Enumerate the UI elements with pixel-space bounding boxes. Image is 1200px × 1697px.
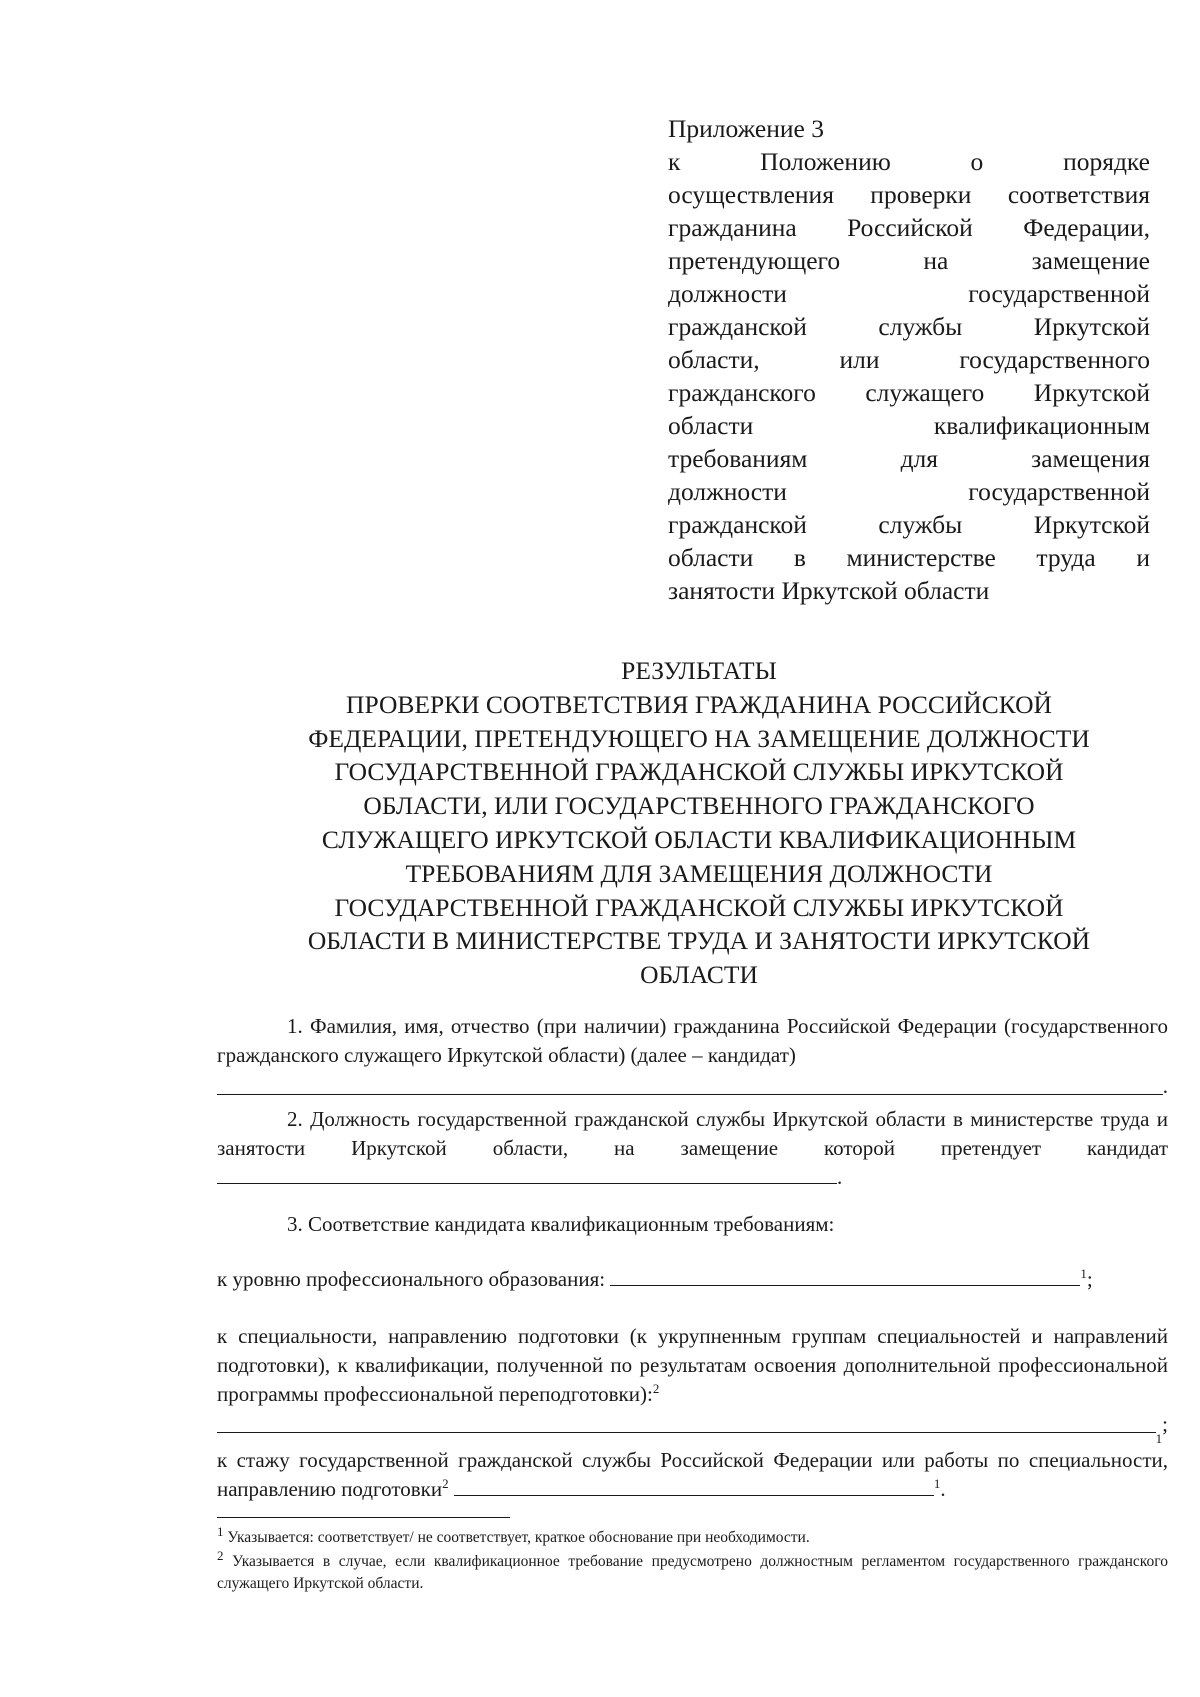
title-line: ФЕДЕРАЦИИ, ПРЕТЕНДУЮЩЕГО НА ЗАМЕЩЕНИЕ ДОЛЖНОСТИ: [308, 723, 1090, 753]
footnote-ref: 1: [933, 1476, 941, 1491]
req-specialty-blank: 1 ;: [217, 1410, 1168, 1439]
title-line: СЛУЖАЩЕГО ИРКУТСКОЙ ОБЛАСТИ КВАЛИФИКАЦИОННЫМ: [321, 824, 1077, 854]
title-line: ОБЛАСТИ В МИНИСТЕРСТВЕ ТРУДА И ЗАНЯТОСТИ ИРКУТСКОЙ: [307, 926, 1091, 956]
footnote-mark: 1: [217, 1523, 224, 1539]
req-experience-end: .: [940, 1477, 946, 1501]
appendix-line: претендующего на замещение: [668, 246, 1150, 275]
appendix-line: гражданской службы Иркутской: [668, 312, 1150, 341]
footnote-ref: 2: [442, 1476, 449, 1491]
appendix-line: гражданина Российской Федерации,: [668, 213, 1150, 242]
footnote-2: [217, 1547, 1169, 1595]
appendix-line: требованиям для замещения: [668, 444, 1150, 473]
footnote-ref: 2: [652, 1381, 660, 1396]
footnote-mark: 2: [217, 1547, 224, 1563]
title-line: ОБЛАСТИ, ИЛИ ГОСУДАРСТВЕННОГО ГРАЖДАНСКОГО: [363, 791, 1035, 821]
item-1-end: .: [1162, 1074, 1168, 1098]
appendix-line: гражданской службы Иркутской: [668, 510, 1150, 539]
req-education-end: ;: [1086, 1267, 1093, 1291]
fill-line: [217, 1432, 1156, 1433]
appendix-header: [668, 112, 1150, 607]
req-specialty-end: ;: [1162, 1412, 1168, 1436]
appendix-line: должности государственной: [668, 279, 1150, 308]
footnote-1-text: Указывается: соответствует/ не соответствует, краткое обоснование при необходимости.: [227, 1529, 810, 1546]
title-line: ПРОВЕРКИ СООТВЕТСТВИЯ ГРАЖДАНИНА РОССИЙСКОЙ: [346, 689, 1052, 719]
fill-line: [610, 1267, 1080, 1286]
title-line: ГОСУДАРСТВЕННОЙ ГРАЖДАНСКОЙ СЛУЖБЫ ИРКУТСКОЙ: [334, 892, 1064, 922]
item-2-end: .: [837, 1165, 843, 1189]
item-3-text: 3. Соответствие кандидата квалификационным требованиям:: [287, 1212, 835, 1236]
item-1-text: 1. Фамилия, имя, отчество (при наличии) гражданина Российской Федерации (государственного гражданского служащего Иркутской области) (далее – кандидат): [217, 1014, 1168, 1067]
fill-line: [217, 1165, 837, 1184]
footnote-2-text: Указывается в случае, если квалификационное требование предусмотрено должностным регламентом государственного гражданского служащего Иркутской области.: [217, 1553, 1169, 1592]
footnote-separator: [217, 1517, 510, 1518]
document-title: [220, 654, 1178, 992]
item-2: [217, 1105, 1168, 1192]
footnote-ref: 1: [1080, 1266, 1087, 1281]
item-1: [217, 1012, 1168, 1070]
appendix-line: области, или государственного: [668, 345, 1150, 374]
req-experience: [217, 1446, 1168, 1504]
appendix-line: области квалификационным: [668, 411, 1150, 440]
req-specialty-text: к специальности, направлению подготовки (к укрупненным группам специальностей и направлений подготовки), к квалификации, полученной по результатам освоения дополнительной профессиональной программы профессиональной переподготовки):: [217, 1324, 1168, 1406]
req-education-text: к уровню профессионального образования:: [217, 1267, 606, 1291]
appendix-line: гражданского служащего Иркутской: [668, 378, 1150, 407]
item-3: [217, 1210, 1168, 1239]
title-line: ГОСУДАРСТВЕННОЙ ГРАЖДАНСКОЙ СЛУЖБЫ ИРКУТСКОЙ: [334, 757, 1064, 787]
req-education: [217, 1265, 1168, 1294]
appendix-line: к Положению о порядке: [668, 147, 1150, 176]
appendix-line: должности государственной: [668, 477, 1150, 506]
appendix-line: области в министерстве труда и: [668, 543, 1150, 572]
req-experience-text: к стажу государственной гражданской службы Российской Федерации или работы по специальности, направлению подготовки: [217, 1448, 1168, 1501]
footnote-1: [217, 1523, 1168, 1549]
appendix-line: Приложение 3: [668, 114, 824, 143]
appendix-line: осуществления проверки соответствия: [668, 180, 1150, 209]
fill-line: [217, 1094, 1163, 1095]
item-2-text: 2. Должность государственной гражданской службы Иркутской области в министерстве труда и занятости Иркутской области, на замещение которой претендует кандидат: [217, 1107, 1168, 1160]
title-line: ОБЛАСТИ: [640, 960, 758, 990]
appendix-line: занятости Иркутской области: [668, 576, 990, 605]
req-specialty: [217, 1322, 1168, 1409]
item-1-blank: [217, 1072, 1168, 1101]
fill-line: [454, 1477, 934, 1496]
title-line: РЕЗУЛЬТАТЫ: [621, 656, 777, 685]
title-line: ТРЕБОВАНИЯМ ДЛЯ ЗАМЕЩЕНИЯ ДОЛЖНОСТИ: [405, 858, 993, 888]
